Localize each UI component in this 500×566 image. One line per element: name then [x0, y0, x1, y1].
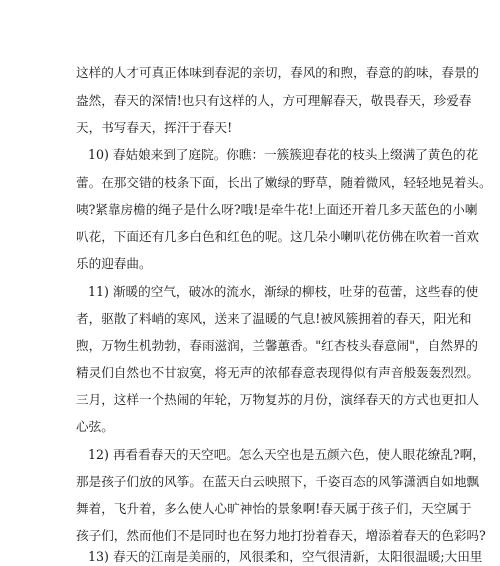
paragraph-10-first-line: 10) 春姑娘来到了庭院。你瞧：一簇簇迎春花的枝头上缀满了黄色的花 [88, 147, 479, 162]
text-line: 盎然，春天的深情!也只有这样的人，方可理解春天，敬畏春天，珍爱春 [76, 93, 472, 108]
text-line: 这样的人才可真正体味到春泥的亲切，春风的和煦，春意的韵味，春景的 [76, 65, 479, 80]
text-line: 精灵们自然也不甘寂寞，将无声的浓郁春意表现得似有声音般轰轰烈烈。 [76, 365, 479, 380]
text-line: 煦，万物生机勃勃，春雨滋润，兰馨蕙香。"红杏枝头春意闹"，自然界的 [76, 338, 478, 353]
paragraph-11-first-line: 11) 渐暖的空气，破冰的流水，渐绿的柳枝，吐芽的苞蕾，这些春的使 [88, 284, 479, 299]
text-line: 者，驱散了料峭的寒风，送来了温暖的气息!被风簇拥着的春天，阳光和 [76, 311, 472, 326]
text-line: 那是孩子们放的风筝。在蓝天白云映照下，千姿百态的风筝潇洒自如地飘 [76, 474, 479, 489]
text-line: 叭花，下面还有几多白色和红色的呢。这几朵小喇叭花仿佛在吹着一首欢 [76, 229, 479, 244]
text-line: 天，书写春天，挥汗于春天! [76, 120, 233, 135]
text-line: 蕾。在那交错的枝条下面，长出了嫩绿的野草，随着微风，轻轻地晃着头。 [76, 175, 492, 190]
text-line: 孩子们，然而他们不是同时也在努力地打扮着春天，增添着春天的色彩吗? [76, 528, 486, 543]
text-line: 乐的迎春曲。 [76, 256, 152, 271]
text-line: 咦?紧靠房檐的绳子是什么呀?哦!是牵牛花!上面还开着几多天蓝色的小喇 [76, 202, 478, 217]
paragraph-13-first-line: 13) 春天的江南是美丽的，风很柔和，空气很清新，太阳很温暖;大田里 [88, 549, 483, 564]
text-line: 心弦。 [76, 419, 114, 434]
text-line: 三月，这样一个热闹的年轮，万物复苏的月份，演绎春天的方式也更扣人 [76, 392, 479, 407]
text-line: 舞着，飞升着，多么使人心旷神怡的景象啊!春天属于孩子们，天空属于 [76, 501, 472, 516]
paragraph-12-first-line: 12) 再看看春天的天空吧。怎么天空也是五颜六色，使人眼花缭乱?啊， [88, 447, 485, 462]
